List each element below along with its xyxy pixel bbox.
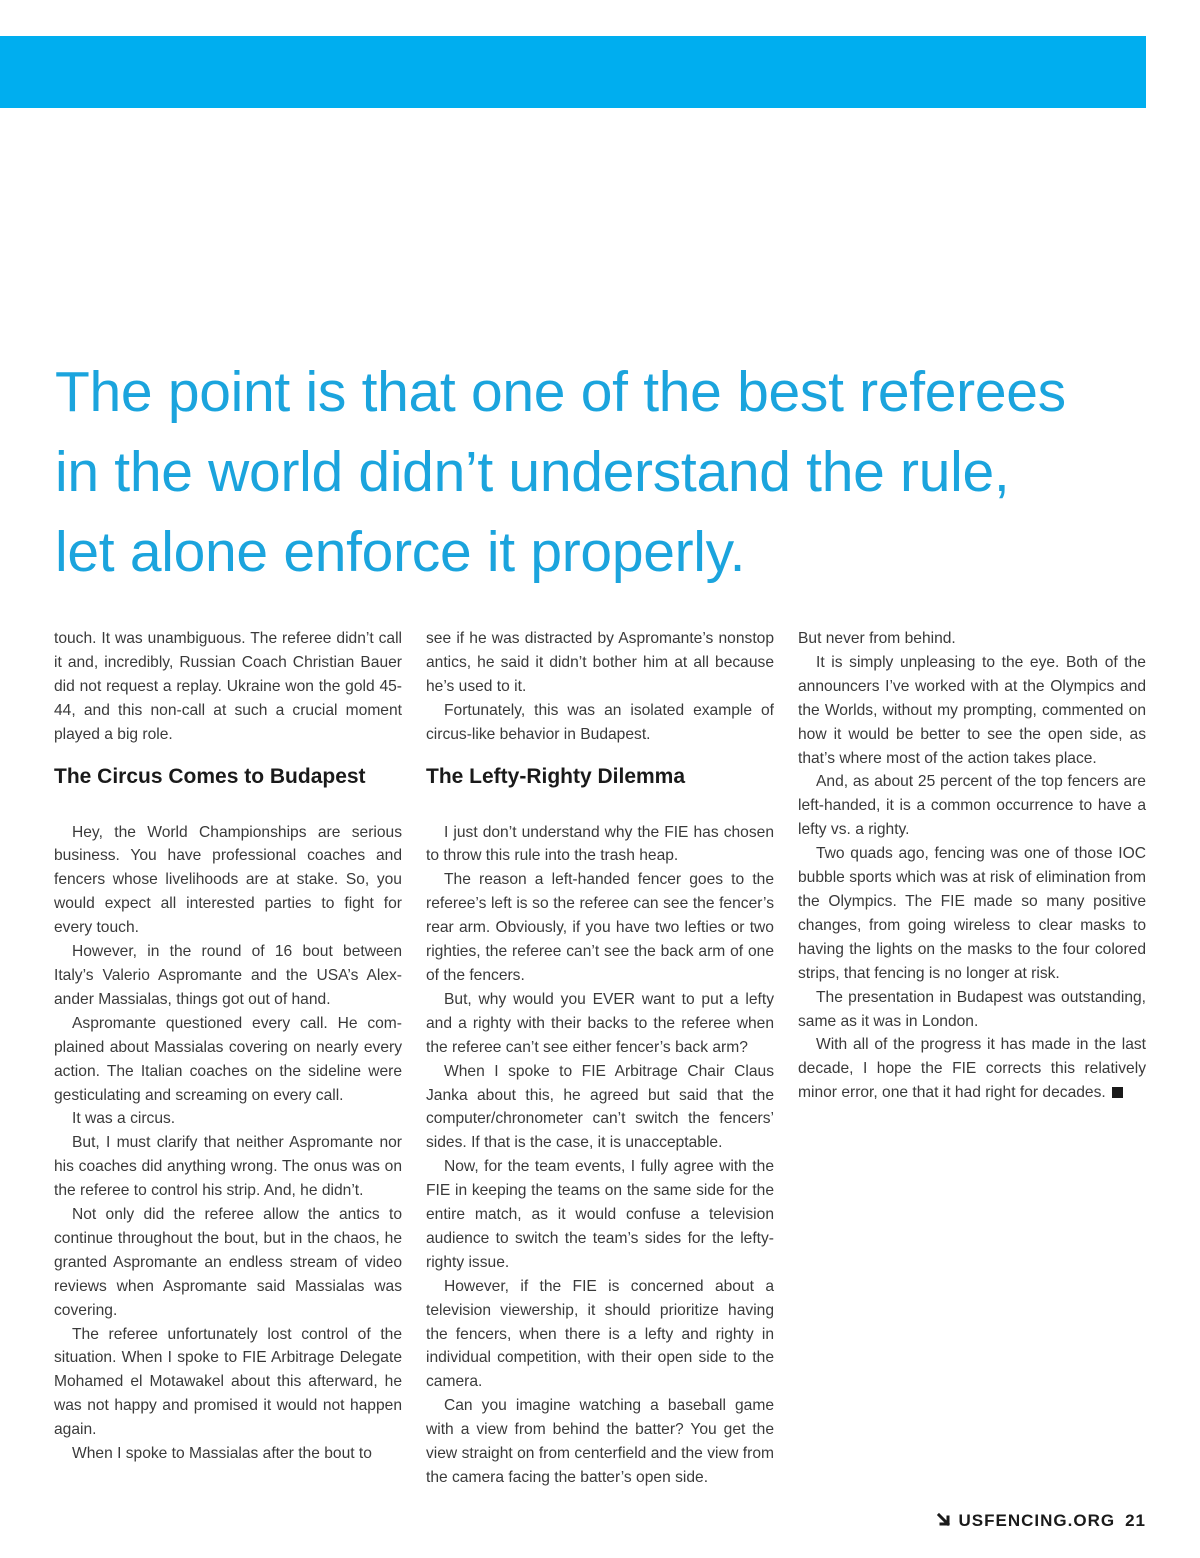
paragraph: Can you imagine watching a baseball game with a view from behind the batter? You get the view straight on from centerfield and the view from the camera facing the batter’s open side. bbox=[426, 1397, 774, 1486]
header-color-bar bbox=[0, 36, 1146, 108]
paragraph-final bbox=[798, 1033, 1146, 1105]
page-number: 21 bbox=[1125, 1511, 1146, 1530]
paragraph: And, as about 25 percent of the top fencers are left-handed, it is a common occurrence to have a lefty vs. a righty. bbox=[798, 773, 1146, 839]
pull-quote bbox=[55, 352, 1145, 592]
paragraph: Now, for the team events, I fully agree with the FIE in keeping the teams on the same side for the entire match, as it would confuse a television audience to switch the team’s sides for the lefty-righty issue. bbox=[426, 1158, 774, 1271]
section-heading-circus: The Circus Comes to Budapest bbox=[54, 764, 366, 788]
arrow-down-right-icon bbox=[937, 1511, 951, 1531]
paragraph: But, I must clarify that neither Aspromante nor his coaches did anything wrong. The onus was on the referee to control his strip. And, he didn’t. bbox=[54, 1134, 402, 1200]
paragraph: However, in the round of 16 bout between Italy’s Valerio Aspromante and the USA’s Alexander Massialas, things got out of hand. bbox=[54, 943, 402, 1008]
page-footer bbox=[937, 1511, 1146, 1531]
footer-site-link[interactable]: USFENCING.ORG bbox=[958, 1511, 1116, 1530]
end-mark-icon bbox=[1112, 1087, 1123, 1098]
pull-quote-line: let alone enforce it properly. bbox=[55, 520, 746, 584]
paragraph: Two quads ago, fencing was one of those IOC bubble sports which was at risk of elimination from the Olympics. The FIE made so many positive changes, from going wireless to clear masks to having the lights on the masks to the four colored strips, that fencing is no longer at risk. bbox=[798, 845, 1146, 982]
paragraph-text: With all of the progress it has made in the last decade, I hope the FIE corrects this relatively minor error, one that it had right for decades. bbox=[798, 1036, 1146, 1102]
paragraph: The presentation in Budapest was outstanding, same as it was in London. bbox=[798, 988, 1146, 1030]
paragraph: It was a circus. bbox=[72, 1110, 176, 1128]
paragraph: touch. It was unambiguous. The referee didn’t call it and, incredibly, Russian Coach Christian Bauer did not request a replay. Ukraine won the gold 45-44, and this non-call at such a crucial moment played a big role. bbox=[54, 630, 402, 743]
text-column-1 bbox=[54, 627, 402, 1466]
paragraph: But, why would you EVER want to put a lefty and a righty with their backs to the referee when the referee can’t see either fencer’s back arm? bbox=[426, 990, 774, 1056]
paragraph: Hey, the World Championships are serious business. You have professional coaches and fencers whose livelihoods are at stake. So, you would expect all interested parties to fight for every touch. bbox=[54, 823, 402, 937]
paragraph: It is simply unpleasing to the eye. Both of the announcers I’ve worked with at the Olympics and the Worlds, without my prompting, commented on how it would be better to see the open side, as that’s where most of the action takes place. bbox=[798, 653, 1146, 767]
paragraph: see if he was distracted by Aspromante’s nonstop antics, he said it didn’t bother him at all because he’s used to it. bbox=[426, 630, 774, 695]
text-column-3 bbox=[798, 627, 1146, 1105]
section-heading-lefty-righty: The Lefty-Righty Dilemma bbox=[426, 764, 686, 788]
paragraph: Fortunately, this was an isolated example of circus-like behavior in Budapest. bbox=[426, 701, 774, 743]
paragraph: Aspromante questioned every call. He complained about Massialas covering on nearly every action. The Italian coaches on the sideline were gesticulating and screaming on every call. bbox=[54, 1014, 402, 1104]
paragraph: The reason a left-handed fencer goes to the referee’s left is so the referee can see the fencer’s rear arm. Obviously, if you have two lefties or two righties, the referee can’t see the back arm of one of the fencers. bbox=[426, 871, 774, 984]
pull-quote-line: The point is that one of the best referees bbox=[55, 360, 1066, 424]
paragraph: I just don’t understand why the FIE has chosen to throw this rule into the trash heap. bbox=[426, 823, 774, 865]
paragraph: When I spoke to FIE Arbitrage Chair Claus Janka about this, he agreed but said that the computer/chronometer can’t switch the fencers’ sides. If that is the case, it is unacceptable. bbox=[426, 1062, 774, 1152]
paragraph: However, if the FIE is concerned about a television viewership, it should prioritize having the fencers, when there is a lefty and righty in individual competition, with their open side to the camera. bbox=[426, 1277, 774, 1391]
paragraph: But never from behind. bbox=[798, 630, 956, 647]
paragraph: Not only did the referee allow the antics to continue throughout the bout, but in the chaos, he granted Aspromante an endless stream of video reviews when Aspromante said Massialas was covering. bbox=[54, 1206, 402, 1319]
paragraph: The referee unfortunately lost control of the situation. When I spoke to FIE Arbitrage Delegate Mohamed el Motawakel about this afterward, he was not happy and promised it would not happen again. bbox=[54, 1325, 402, 1439]
pull-quote-line: in the world didn’t understand the rule, bbox=[55, 440, 1010, 504]
text-column-2 bbox=[426, 627, 774, 1490]
paragraph: When I spoke to Massialas after the bout to bbox=[72, 1445, 372, 1463]
